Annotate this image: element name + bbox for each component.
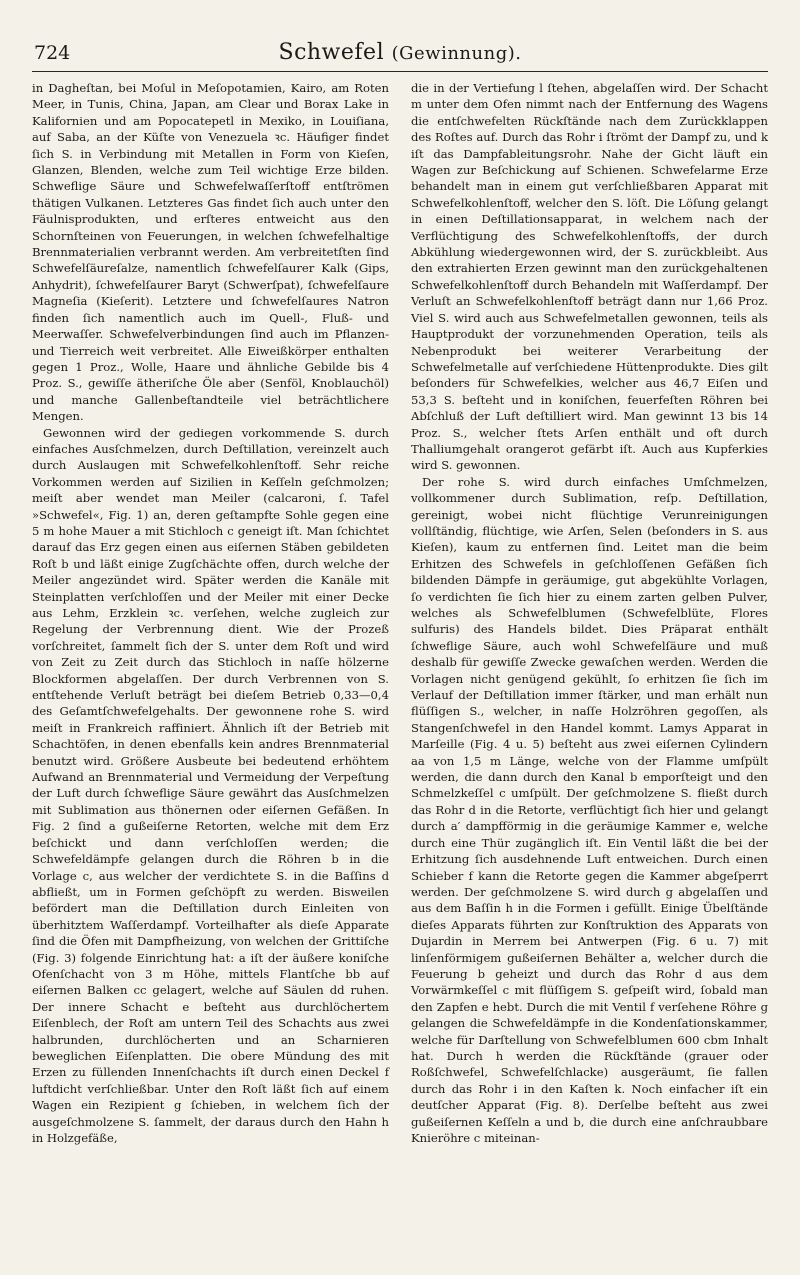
- page-header: [32, 40, 768, 80]
- paragraph: Gewonnen wird der gediegen vorkommende S. durch einfaches Ausſchmelzen, durch Deſtillation, vereinzelt auch durch Auslaugen mit Schwefelkohlenſtoff. Sehr reiche Vorkommen werden auf Sizilien in Keſſeln geſchmolzen; meiſt aber wendet man Meiler (calcaroni, ſ. Tafel »Schwefel«, Fig. 1) an, deren geſtampfte Sohle gegen eine 5 m hohe Mauer a mit Stichloch c geneigt iſt. Man ſchichtet darauf das Erz gegen einen aus eiſernen Stäben gebildeten Roſt b und läßt einige Zugſchächte offen, durch welche der Meiler angezündet wird. Später werden die Kanäle mit Steinplatten verſchloſſen und der Meiler mit einer Decke aus Lehm, Erzklein ꝛc. verſehen, welche zugleich zur Regelung der Verbrennung dient. Wie der Prozeß vorſchreitet, ſammelt ſich der S. unter dem Roſt und wird von Zeit zu Zeit durch das Stichloch in naſſe hölzerne Blockformen abgelaſſen. Der durch Verbrennen von S. entſtehende Verluſt beträgt bei dieſem Betrieb 0,33—0,4 des Geſamtſchwefelgehalts. Der gewonnene rohe S. wird meiſt in Frankreich raffiniert. Ähnlich iſt der Betrieb mit Schachtöfen, in denen ebenfalls kein andres Brennmaterial benutzt wird. Größere Ausbeute bei bedeutend erhöhtem Aufwand an Brennmaterial und Vermeidung der Verpeſtung der Luft durch ſchweflige Säure gewährt das Ausſchmelzen mit Sublimation aus thönernen oder eiſernen Gefäßen. In Fig. 2 ſind a gußeiſerne Retorten, welche mit dem Erz beſchickt und dann verſchloſſen werden; die Schwefeldämpfe gelangen durch die Röhren b in die Vorlage c, aus welcher der verdichtete S. in die Baſſins d abfließt, um in Formen geſchöpft zu werden. Bisweilen befördert man die Deſtillation durch Einleiten von überhitztem Waſſerdampf. Vorteilhafter als dieſe Apparate ſind die Öfen mit Dampfheizung, von welchen der Grittiſche (Fig. 3) folgende Einrichtung hat: a iſt der äußere koniſche Ofenſchacht von 3 m Höhe, mittels Flantſche bb auf eiſernen Balken cc gelagert, welche auf Säulen dd ruhen. Der innere Schacht e beſteht aus durchlöchertem Eiſenblech, der Roſt am untern Teil des Schachts aus zwei halbrunden, durchlöcherten und an Scharnieren beweglichen Eiſenplatten. Die obere Mündung des mit Erzen zu füllenden Innenſchachts iſt durch einen Deckel f luftdicht verſchließbar. Unter den Roſt läßt ſich auf einem Wagen ein Rezipient g ſchieben, in welchem ſich der ausgeſchmolzene S. ſammelt, der daraus durch den Hahn h in Holzgefäße,: [32, 425, 389, 1145]
- left-column: [32, 80, 389, 1265]
- header-rule: [32, 71, 768, 72]
- right-column: [411, 80, 768, 1265]
- text-columns: [32, 80, 768, 1265]
- running-head-subtitle: (Gewinnung).: [391, 43, 522, 64]
- paragraph: die in der Vertiefung l ſtehen, abgelaſſen wird. Der Schacht m unter dem Ofen nimmt nach der Entfernung des Wagens die entſchwefelten Rückſtände nach dem Zurückklappen des Roſtes auf. Durch das Rohr i ſtrömt der Dampf zu, und k iſt das Dampfableitungsrohr. Nahe der Gicht läuft ein Wagen zur Beſchickung auf Schienen. Schwefelarme Erze behandelt man in einem gut verſchließbaren Apparat mit Schwefelkohlenſtoff, welcher den S. löſt. Die Löſung gelangt in einen Deſtillationsapparat, in welchem nach der Verflüchtigung des Schwefelkohlenſtoffs, der durch Abkühlung wiedergewonnen wird, der S. zurückbleibt. Aus den extrahierten Erzen gewinnt man den zurückgehaltenen Schwefelkohlenſtoff durch Behandeln mit Waſſerdampf. Der Verluſt an Schwefelkohlenſtoff beträgt dann nur 1,66 Proz. Viel S. wird auch aus Schwefelmetallen gewonnen, teils als Hauptprodukt der vorzunehmenden Operation, teils als Nebenprodukt bei weiterer Verarbeitung der Schwefelmetalle auf verſchiedene Hüttenprodukte. Dies gilt beſonders für Schwefelkies, welcher aus 46,7 Eiſen und 53,3 S. beſteht und in koniſchen, feuerfeſten Röhren bei Abſchluß der Luft deſtilliert wird. Man gewinnt 13 bis 14 Proz. S., welcher ſtets Arſen enthält und oft durch Thalliumgehalt orangerot gefärbt iſt. Auch aus Kupferkies wird S. gewonnen.: [411, 81, 768, 473]
- running-head-title: Schwefel: [278, 40, 385, 65]
- paragraph: in Dagheſtan, bei Moſul in Meſopotamien, Kairo, am Roten Meer, in Tunis, China, Japan, am Clear und Borax Lake in Kalifornien und am Popocatepetl in Mexiko, in Louiſiana, auf Saba, an der Küſte von Venezuela ꝛc. Häufiger findet ſich S. in Verbindung mit Metallen in Form von Kieſen, Glanzen, Blenden, welche zum Teil wichtige Erze bilden. Schweflige Säure und Schwefelwaſſerſtoff entſtrömen thätigen Vulkanen. Letzteres Gas findet ſich auch unter den Fäulnisprodukten, und erſteres entweicht aus den Schornſteinen von Feuerungen, in welchen ſchwefelhaltige Brennmaterialien verbrannt werden. Am verbreitetſten ſind Schwefelſäureſalze, namentlich ſchwefelſaurer Kalk (Gips, Anhydrit), ſchwefelſaurer Baryt (Schwerſpat), ſchwefelſaure Magneſia (Kieſerit). Letztere und ſchwefelſaures Natron finden ſich namentlich auch im Quell-, Fluß- und Meerwaſſer. Schwefelverbindungen ſind auch im Pflanzen- und Tierreich weit verbreitet. Alle Eiweißkörper enthalten gegen 1 Proz., Wolle, Haare und ähnliche Gebilde bis 4 Proz. S., gewiſſe ätheriſche Öle aber (Senföl, Knoblauchöl) und manche Gallenbeſtandteile viel beträchtlichere Mengen.: [32, 81, 389, 424]
- page-number: 724: [34, 42, 71, 64]
- running-head: [32, 40, 768, 65]
- paragraph: Der rohe S. wird durch einfaches Umſchmelzen, vollkommener durch Sublimation, reſp. Deſtillation, gereinigt, wobei nicht flüchtige Verunreinigungen vollſtändig, flüchtige, wie Arſen, Selen (beſonders in S. aus Kieſen), kaum zu entfernen ſind. Leitet man die beim Erhitzen des Schwefels in geſchloſſenen Gefäßen ſich bildenden Dämpfe in geräumige, gut abgekühlte Vorlagen, ſo verdichten ſie ſich hier zu einem zarten gelben Pulver, welches als Schwefelblumen (Schwefelblüte, Flores sulfuris) des Handels bildet. Dies Präparat enthält ſchweflige Säure, auch wohl Schwefelſäure und muß deshalb für gewiſſe Zwecke gewaſchen werden. Werden die Vorlagen nicht genügend gekühlt, ſo erhitzen ſie ſich im Verlauf der Deſtillation immer ſtärker, und man erhält nun flüſſigen S., welcher, in naſſe Holzröhren gegoſſen, als Stangenſchwefel in den Handel kommt. Lamys Apparat in Marſeille (Fig. 4 u. 5) beſteht aus zwei eiſernen Cylindern aa von 1,5 m Länge, welche von der Flamme umſpült werden, die dann durch den Kanal b emporſteigt und den Schmelzkeſſel c umſpült. Der geſchmolzene S. fließt durch das Rohr d in die Retorte, verflüchtigt ſich hier und gelangt durch a′ dampfförmig in die geräumige Kammer e, welche durch eine Thür zugänglich iſt. Ein Ventil läßt die bei der Erhitzung ſich ausdehnende Luft entweichen. Durch einen Schieber f kann die Retorte gegen die Kammer abgeſperrt werden. Der geſchmolzene S. wird durch g abgelaſſen und aus dem Baſſin h in die Formen i gefüllt. Einige Übelſtände dieſes Apparats führten zur Konſtruktion des Apparats von Dujardin in Merrem bei Antwerpen (Fig. 6 u. 7) mit linſenförmigem gußeiſernen Behälter a, welcher durch die Feuerung b geheizt und durch das Rohr d aus dem Vorwärmkeſſel c mit flüſſigem S. geſpeiſt wird, ſobald man den Zapfen e hebt. Durch die mit Ventil f verſehene Röhre g gelangen die Schwefeldämpfe in die Kondenſationskammer, welche für Darſtellung von Schwefelblumen 600 cbm Inhalt hat. Durch h werden die Rückſtände (grauer oder Roßſchwefel, Schwefelſchlacke) ausgeräumt, ſie fallen durch das Rohr i in den Kaſten k. Noch einfacher iſt ein deutſcher Apparat (Fig. 8). Derſelbe beſteht aus zwei gußeiſernen Keſſeln a und b, die durch eine anſchraubbare Knieröhre c miteinan-: [411, 474, 768, 1145]
